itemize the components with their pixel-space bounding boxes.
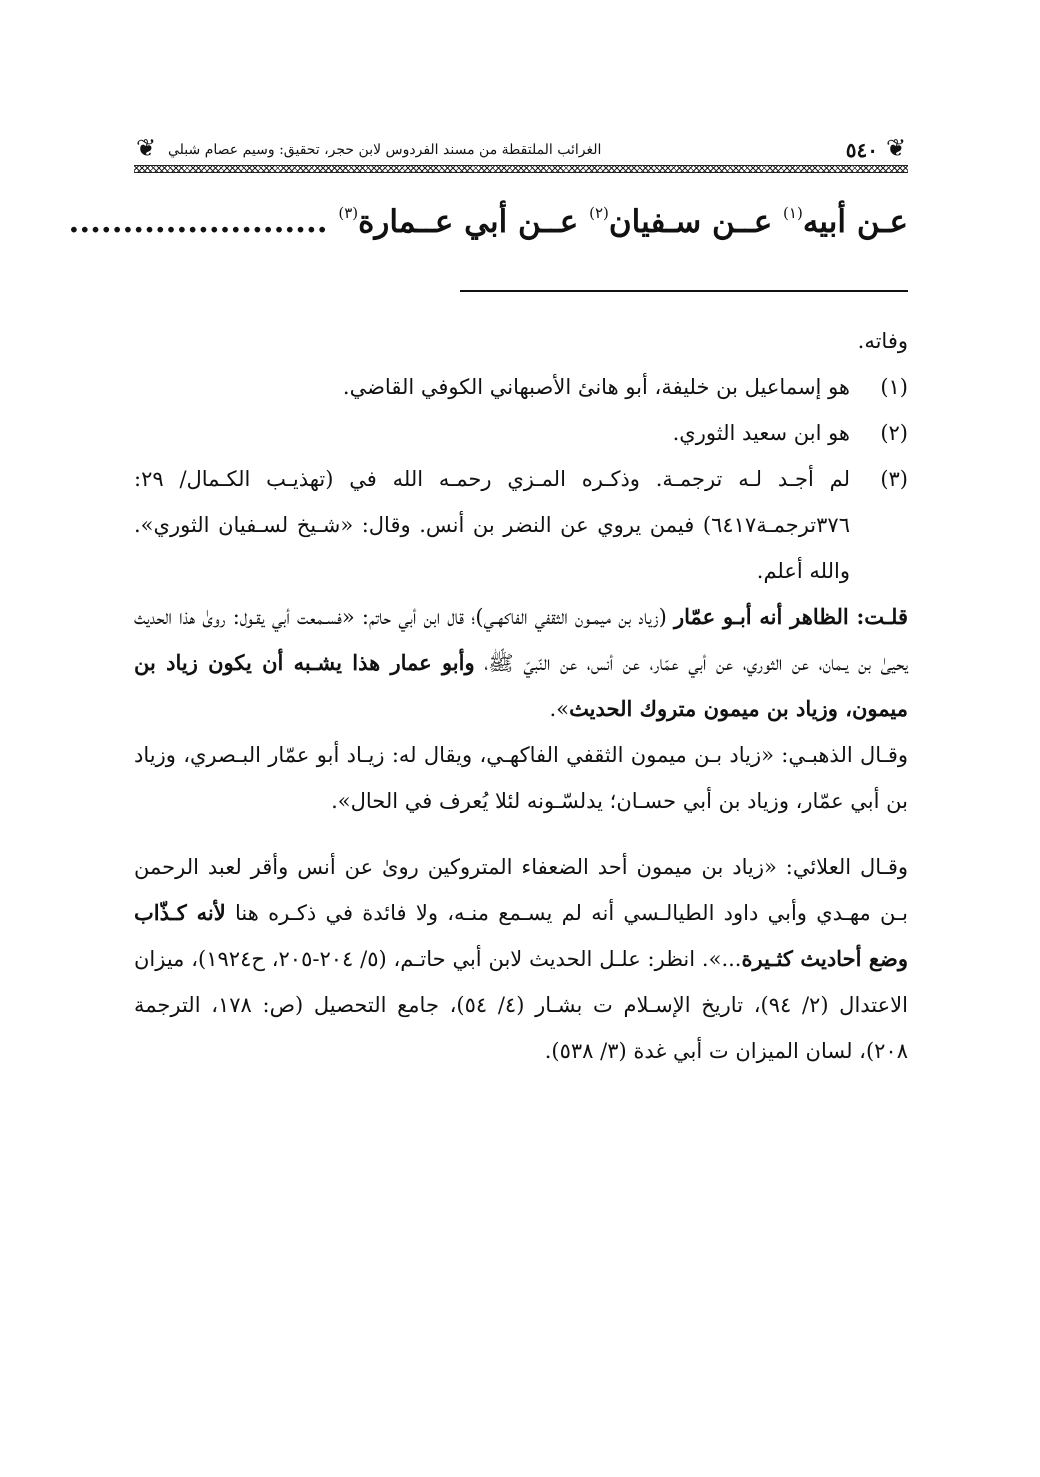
- footnote-2: [134, 410, 908, 456]
- footnote-ref: (٣): [338, 204, 359, 222]
- emphasis-text: لأنه كـذّاب وضع أحاديث كثـيرة: [134, 900, 909, 971]
- isnad-part: عــن سـفيان: [608, 204, 784, 240]
- footnote-number: (٣): [880, 467, 908, 491]
- body-text: (زياد بن ميمـون الثقفي الفاكهـي)؛ قال ابن أبي حاتم: «فسـمعت أبي يقـول: روىٰ هذا الحديث يحيىٰ بن يـمان، عن الثوري، عن أبي عمّار، عن أنس، عن النّبيّ ﷺ،: [134, 605, 908, 675]
- isnad-line: [68, 188, 908, 247]
- body-text: ».: [549, 697, 570, 721]
- decorative-border: [134, 165, 908, 173]
- isnad-part: عــن أبي عــمارة: [358, 204, 590, 240]
- footnote-text: لم أجـد لـه ترجمـة. وذكـره المـزي رحمـه الله في (تهذيـب الكـمال/ ٢٩: ٣٧٦ترجمـة٦٤١٧) فيمن يروي عن النضر بن أنس. وقال: «شـيخ لسـفيان الثوري». والله أعلم.: [134, 467, 850, 583]
- floral-ornament-icon: ❦: [885, 134, 907, 162]
- footnotes-section: [134, 318, 908, 1074]
- footnote-3: [134, 456, 908, 594]
- footnote-1: [134, 364, 908, 410]
- dhahabi-quote-paragraph: وقـال الذهبـي: «زياد بـن ميمون الثقفي الفاكهـي، ويقال له: زيـاد أبو عمّار البـصري، وزياد بن أبي عمّار، وزياد بن أبي حسـان؛ يدلسّـونه لئلا يُعرف في الحال».: [134, 743, 908, 813]
- footnote-separator: [460, 290, 908, 292]
- running-title: الغرائب الملتقطة من مسند الفردوس لابن حجر، تحقيق: وسيم عصام شبلي: [168, 142, 602, 158]
- body-text: وقـال العلائي: «زياد بن ميمون أحد الضعفاء المتروكين روىٰ عن أنس وأقر لعبد الرحمن بـن مهـدي وأبي داود الطيالـسي أنه لم يسـمع منـه، ولا فائدة في ذكـره هنا: [134, 855, 908, 925]
- paragraph-gap: [134, 824, 908, 844]
- footnote-carryover: وفاته.: [857, 329, 908, 353]
- body-text: ...». انظر: علـل الحديث لابن أبي حاتـم، (٥/ ٢٠٤-٢٠٥، ح١٩٢٤)، ميزان الاعتدال (٢/ ٩٤)، تاريخ الإسـلام ت بشـار (٤/ ٥٤)، جامع التحصيل (ص: ١٧٨، الترجمة ٢٠٨)، لسان الميزان ت أبي غدة (٣/ ٥٣٨).: [134, 947, 908, 1063]
- alai-quote-paragraph: [134, 844, 908, 1074]
- label-qult: قلـت:: [848, 604, 909, 629]
- page-number: ٥٤٠: [845, 138, 878, 162]
- footnote-number: (٢): [880, 421, 908, 445]
- header-row: [134, 136, 908, 164]
- isnad-part: عـن أبيه: [802, 204, 908, 240]
- footnote-ref: (١): [783, 204, 803, 222]
- footnote-text: هو إسماعيل بن خليفة، أبو هانئ الأصبهاني الكوفي القاضي.: [342, 375, 850, 399]
- emphasis-text: الظاهر أنه أبـو عمّار: [673, 604, 849, 629]
- footnote-text: هو ابن سعيد الثوري.: [672, 421, 850, 445]
- floral-ornament-icon: ❦: [135, 134, 157, 162]
- commentary-paragraph: [134, 594, 908, 732]
- running-header: [134, 132, 908, 172]
- footnote-number: (١): [880, 375, 908, 399]
- continuation-dots: ........................: [68, 204, 339, 240]
- footnote-ref: (٢): [589, 204, 609, 222]
- emphasis-text: وأبو عمار هذا يشـبه أن يكون زياد بن ميمون، وزياد بن ميمون متروك الحديث: [134, 650, 908, 721]
